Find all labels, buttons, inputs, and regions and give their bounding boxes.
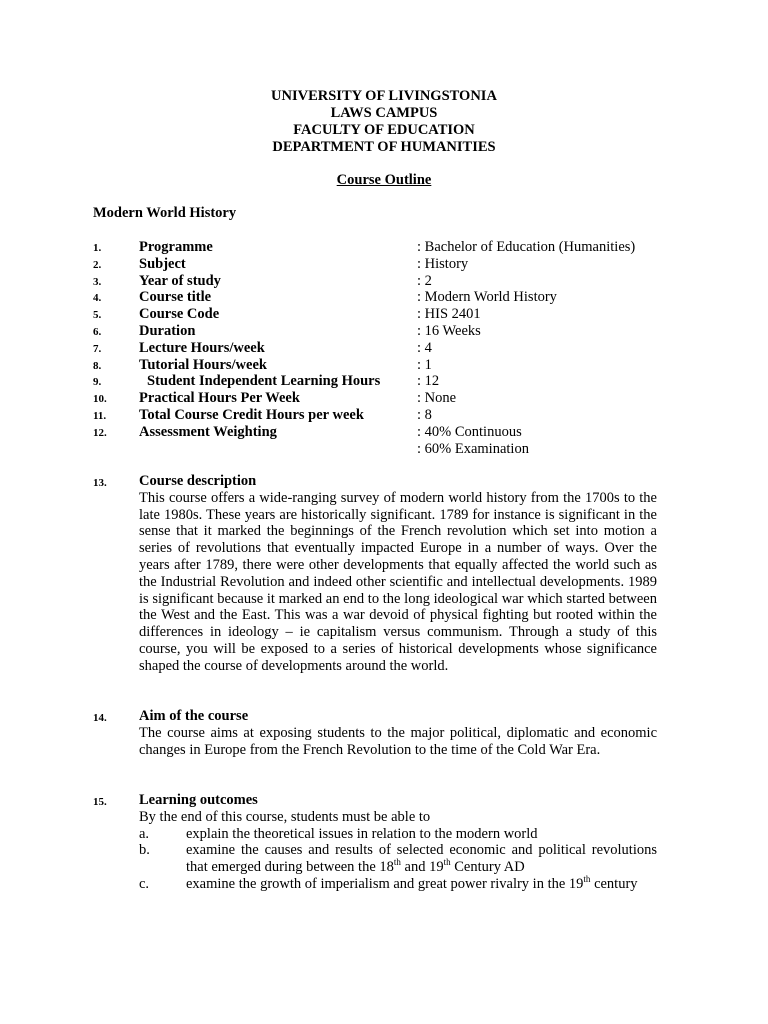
section-body: This course offers a wide-ranging survey of modern world history from the 1700s to the late 1980s. These years are historically significant. 1789 for instance is significant in the sense that it marked the beginnings of the French revolution which set into motion a series of revolutions that eventually impacted Europe in a number of ways. Over the years after 1789, there were other developments that equally affected the world such as the Industrial Revolution and indeed other scientific and intellectual developments. 1989 is significant because it marked an end to the long ideological war which started between the West and the East. This was a war devoid of physical fighting but rooted within the differences in ideology – ie capitalism versus communism. Through a study of this course, you will be exposed to a series of historical developments whose significance shaped the course of developments around the world. (139, 489, 657, 674)
learning-outcomes-section (93, 792, 657, 893)
faculty-name: FACULTY OF EDUCATION (293, 122, 475, 138)
item-number: 7. (93, 342, 102, 355)
document-header (0, 88, 768, 156)
item-letter: c. (139, 875, 150, 892)
info-row-tutorial-hours (93, 357, 693, 374)
section-body: The course aims at exposing students to the major political, diplomatic and economic changes in Europe from the French Revolution to the time of the Cold War Era. (139, 724, 657, 758)
info-value: : 4 (417, 339, 432, 356)
info-row-assessment (93, 424, 693, 441)
item-number: 14. (93, 712, 107, 724)
course-name: Modern World History (93, 205, 237, 221)
item-letter: b. (139, 842, 150, 859)
info-label: Assessment Weighting (139, 423, 277, 440)
course-info-list (93, 239, 693, 457)
item-number: 11. (93, 409, 107, 422)
outcome-item (139, 826, 657, 843)
outcome-text: explain the theoretical issues in relation to the modern world (186, 825, 538, 842)
outcome-item (139, 876, 657, 893)
info-value: : HIS 2401 (417, 306, 481, 323)
info-label: Course title (139, 289, 212, 306)
item-number: 2. (93, 258, 102, 271)
section-intro: By the end of this course, students must be able to (139, 808, 431, 825)
item-number: 9. (93, 376, 102, 389)
info-value: : 40% Continuous (417, 423, 522, 440)
item-number: 10. (93, 393, 107, 406)
section-heading: Learning outcomes (139, 792, 258, 808)
course-aim-section (93, 708, 657, 758)
item-number: 6. (93, 325, 102, 338)
info-value: : 12 (417, 373, 440, 390)
section-heading: Aim of the course (139, 708, 249, 724)
outline-title: Course Outline (336, 172, 432, 188)
info-value: : 8 (417, 406, 432, 423)
info-label: Programme (139, 239, 213, 255)
info-row-practical-hours (93, 390, 693, 407)
outcome-item (139, 842, 657, 876)
item-number: 12. (93, 426, 107, 439)
item-number: 15. (93, 796, 107, 808)
info-value: : None (417, 390, 457, 407)
info-row-course-code (93, 306, 693, 323)
info-value: : 60% Examination (417, 440, 529, 457)
info-value: : Bachelor of Education (Humanities) (417, 239, 636, 255)
info-row-programme (93, 239, 693, 256)
info-row-lecture-hours (93, 340, 693, 357)
info-value: : 2 (417, 272, 432, 289)
info-row-independent-hours (93, 373, 693, 390)
info-row-course-title (93, 289, 693, 306)
info-row-duration (93, 323, 693, 340)
info-value: : 16 Weeks (417, 322, 481, 339)
outcome-text: examine the causes and results of selected economic and political revolutions that emerged during between the 18th and 19th Century AD (186, 842, 657, 876)
item-letter: a. (139, 825, 150, 842)
university-name: UNIVERSITY OF LIVINGSTONIA (271, 88, 497, 104)
info-label: Student Independent Learning Hours (147, 373, 381, 390)
info-row-credit-hours (93, 407, 693, 424)
info-row-year (93, 273, 693, 290)
info-label: Total Course Credit Hours per week (139, 406, 364, 423)
info-value: : History (417, 255, 469, 272)
info-row-assessment-continued (93, 441, 693, 458)
department-name: DEPARTMENT OF HUMANITIES (272, 139, 496, 155)
info-label: Course Code (139, 306, 220, 323)
info-row-subject (93, 256, 693, 273)
info-value: : 1 (417, 356, 432, 373)
course-description-section (93, 473, 657, 675)
item-number: 3. (93, 275, 102, 288)
section-heading: Course description (139, 473, 257, 489)
item-number: 5. (93, 309, 102, 322)
info-label: Tutorial Hours/week (139, 356, 267, 373)
item-number: 1. (93, 242, 102, 254)
outcome-text: examine the growth of imperialism and great power rivalry in the 19th century (186, 874, 638, 892)
item-number: 4. (93, 292, 102, 305)
item-number: 8. (93, 359, 102, 372)
info-label: Year of study (139, 272, 221, 289)
campus-name: LAWS CAMPUS (330, 105, 438, 121)
info-label: Lecture Hours/week (139, 339, 265, 356)
info-label: Subject (139, 255, 186, 272)
info-value: : Modern World History (417, 289, 557, 306)
item-number: 13. (93, 477, 107, 489)
info-label: Practical Hours Per Week (139, 390, 300, 407)
info-label: Duration (139, 322, 196, 339)
